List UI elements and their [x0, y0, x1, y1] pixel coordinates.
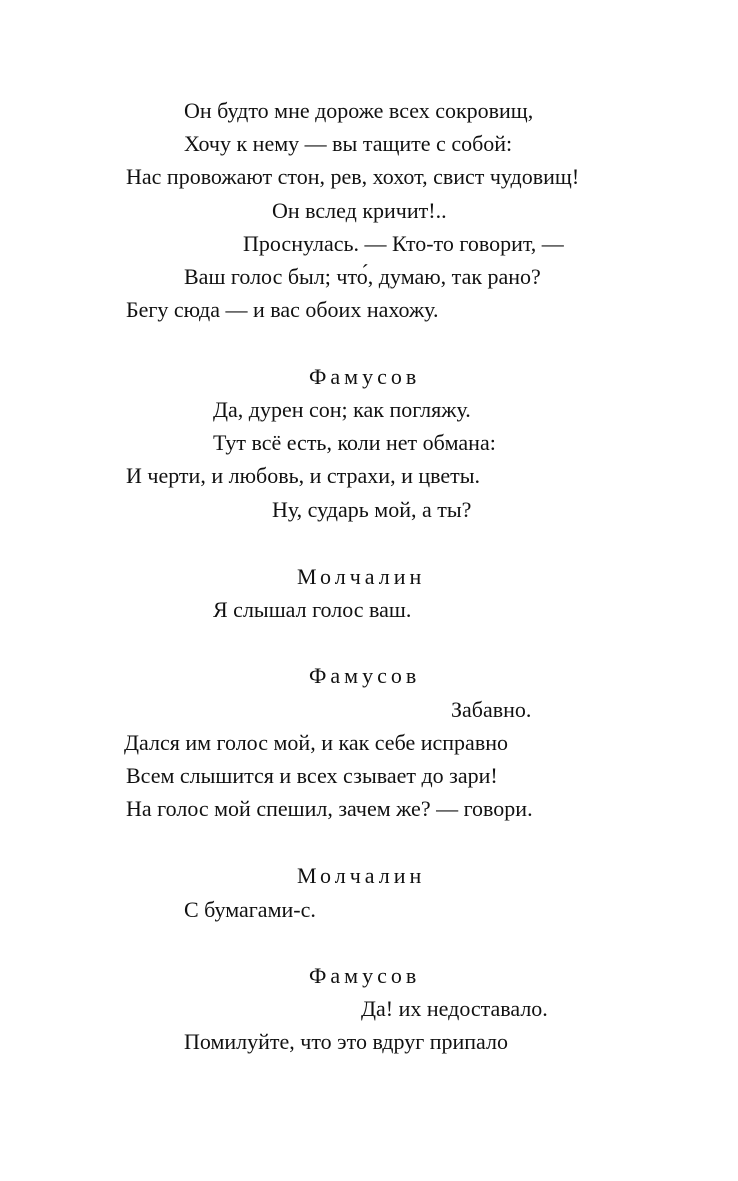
verse-line: Он вслед кричит!.. [272, 198, 447, 223]
verse-line: Я слышал голос ваш. [213, 597, 412, 622]
verse-line: На голос мой спешил, зачем же? — говори. [126, 796, 533, 821]
verse-line: Забавно. [451, 697, 532, 722]
verse-line: С бумагами-с. [184, 897, 316, 922]
verse-line: Помилуйте, что это вдруг припало [184, 1029, 508, 1054]
verse-line: Да! их недоставало. [361, 996, 548, 1021]
verse-line: Хочу к нему — вы тащите с собой: [184, 131, 513, 156]
verse-line: Он будто мне дороже всех сокровищ, [184, 98, 534, 123]
verse-line: Всем слышится и всех сзывает до зари! [126, 763, 498, 788]
verse-line: И черти, и любовь, и страхи, и цветы. [126, 463, 481, 488]
verse-line: Бегу сюда — и вас обоих нахожу. [126, 297, 439, 322]
verse-line: Нас провожают стон, рев, хохот, свист чудовищ! [126, 164, 580, 189]
verse-line: Тут всё есть, коли нет обмана: [213, 430, 496, 455]
verse-line: Дался им голос мой, и как себе исправно [124, 730, 508, 755]
verse-line: Ваш голос был; что́, думаю, так рано? [184, 264, 541, 289]
verse-line: Проснулась. — Кто-то говорит, — [243, 231, 564, 256]
speaker-name: Фамусов [309, 663, 421, 688]
speaker-name: Молчалин [297, 564, 426, 589]
speaker-name: Фамусов [309, 963, 421, 988]
speaker-name: Фамусов [309, 364, 421, 389]
verse-line: Ну, сударь мой, а ты? [272, 497, 472, 522]
speaker-name: Молчалин [297, 863, 426, 888]
verse-line: Да, дурен сон; как погляжу. [213, 397, 471, 422]
